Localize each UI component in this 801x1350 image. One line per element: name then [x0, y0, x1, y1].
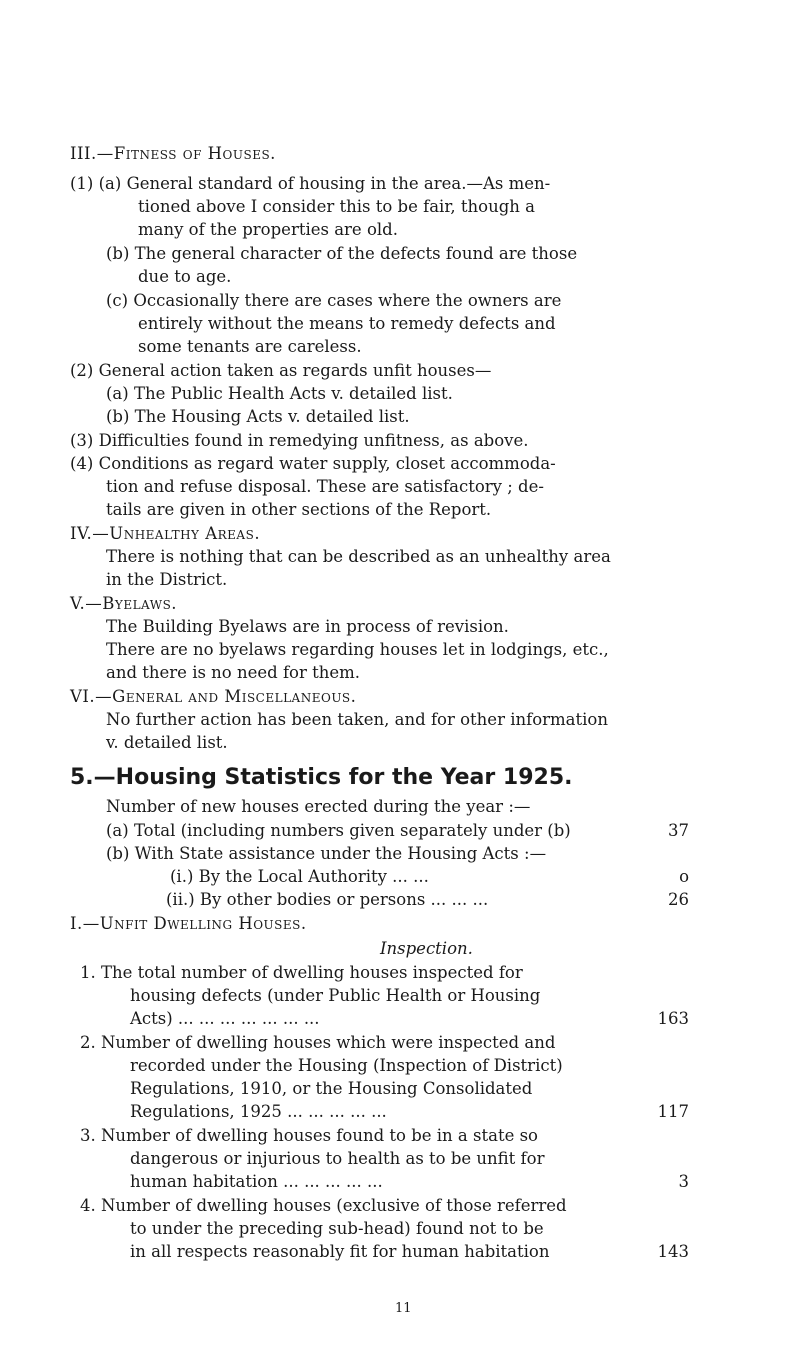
text-line: tioned above I consider this to be fair, though a: [138, 197, 535, 216]
text-line: to under the preceding sub-head) found not to be: [130, 1219, 544, 1238]
stat-label: (b) With State assistance under the Housing Acts :—: [106, 844, 547, 863]
text-line: many of the properties are old.: [138, 220, 398, 239]
stat-value: 117: [657, 1102, 689, 1121]
text-line: The Building Byelaws are in process of revision.: [106, 617, 509, 636]
stat-label: in all respects reasonably fit for human habitation: [130, 1242, 550, 1261]
stat-label: (a) Total (including numbers given separately under (b): [106, 821, 571, 840]
section-vi-heading: VI.—General and Miscellaneous.: [70, 687, 357, 706]
stat-row: [0, 843, 801, 865]
section-5-heading: 5.—Housing Statistics for the Year 1925.: [70, 765, 573, 790]
section-iv-heading: IV.—Unhealthy Areas.: [70, 524, 261, 543]
text-line: Regulations, 1910, or the Housing Consolidated: [130, 1079, 533, 1098]
stat-value: o: [679, 867, 689, 886]
stat-label: (i.) By the Local Authority ... ...: [170, 867, 429, 886]
stat-row: [0, 1241, 801, 1263]
stat-row: [0, 1101, 801, 1123]
text-line: housing defects (under Public Health or Housing: [130, 986, 541, 1005]
text-line: (1) (a) General standard of housing in the area.—As men-: [70, 174, 551, 193]
text-line: tion and refuse disposal. These are satisfactory ; de-: [106, 477, 544, 496]
stat-row: [0, 1008, 801, 1030]
text-line: There is nothing that can be described as an unhealthy area: [106, 547, 611, 566]
page-number: 11: [395, 1301, 412, 1316]
text-line: No further action has been taken, and for other information: [106, 710, 608, 729]
text-line: (b) The Housing Acts v. detailed list.: [106, 407, 410, 426]
unfit-heading: I.—Unfit Dwelling Houses.: [70, 914, 307, 933]
text-line: Number of new houses erected during the year :—: [106, 797, 531, 816]
text-line: 4. Number of dwelling houses (exclusive of those referred: [80, 1196, 567, 1215]
text-line: (3) Difficulties found in remedying unfitness, as above.: [70, 431, 529, 450]
stat-value: 37: [668, 821, 689, 840]
text-line: and there is no need for them.: [106, 663, 361, 682]
text-line: tails are given in other sections of the Report.: [106, 500, 492, 519]
section-v-heading: V.—Byelaws.: [70, 594, 178, 613]
stat-row: [0, 866, 801, 888]
stat-row: [0, 1171, 801, 1193]
stat-value: 163: [657, 1009, 689, 1028]
text-line: (b) The general character of the defects found are those: [106, 244, 578, 263]
stat-row: [0, 889, 801, 911]
text-line: some tenants are careless.: [138, 337, 362, 356]
text-line: (4) Conditions as regard water supply, closet accommoda-: [70, 454, 556, 473]
text-line: 3. Number of dwelling houses found to be in a state so: [80, 1126, 538, 1145]
text-line: 2. Number of dwelling houses which were inspected and: [80, 1033, 556, 1052]
stat-label: Acts) ... ... ... ... ... ... ...: [130, 1009, 320, 1028]
text-line: due to age.: [138, 267, 232, 286]
stat-label: human habitation ... ... ... ... ...: [130, 1172, 383, 1191]
text-line: recorded under the Housing (Inspection of District): [130, 1056, 563, 1075]
text-line: There are no byelaws regarding houses let in lodgings, etc.,: [106, 640, 609, 659]
section-iii-heading: III.—Fitness of Houses.: [70, 144, 276, 163]
stat-label: Regulations, 1925 ... ... ... ... ...: [130, 1102, 387, 1121]
text-line: (c) Occasionally there are cases where the owners are: [106, 291, 562, 310]
text-line: (a) The Public Health Acts v. detailed list.: [106, 384, 453, 403]
text-line: v. detailed list.: [106, 733, 228, 752]
stat-value: 143: [657, 1242, 689, 1261]
stat-value: 3: [678, 1172, 689, 1191]
text-line: 1. The total number of dwelling houses inspected for: [80, 963, 523, 982]
stat-value: 26: [668, 890, 689, 909]
text-line: (2) General action taken as regards unfit houses—: [70, 361, 492, 380]
stat-label: (ii.) By other bodies or persons ... ... ...: [166, 890, 489, 909]
text-line: in the District.: [106, 570, 228, 589]
stat-row: [0, 820, 801, 842]
text-line: dangerous or injurious to health as to be unfit for: [130, 1149, 545, 1168]
text-line: entirely without the means to remedy defects and: [138, 314, 556, 333]
inspection-subheading: Inspection.: [380, 939, 473, 958]
